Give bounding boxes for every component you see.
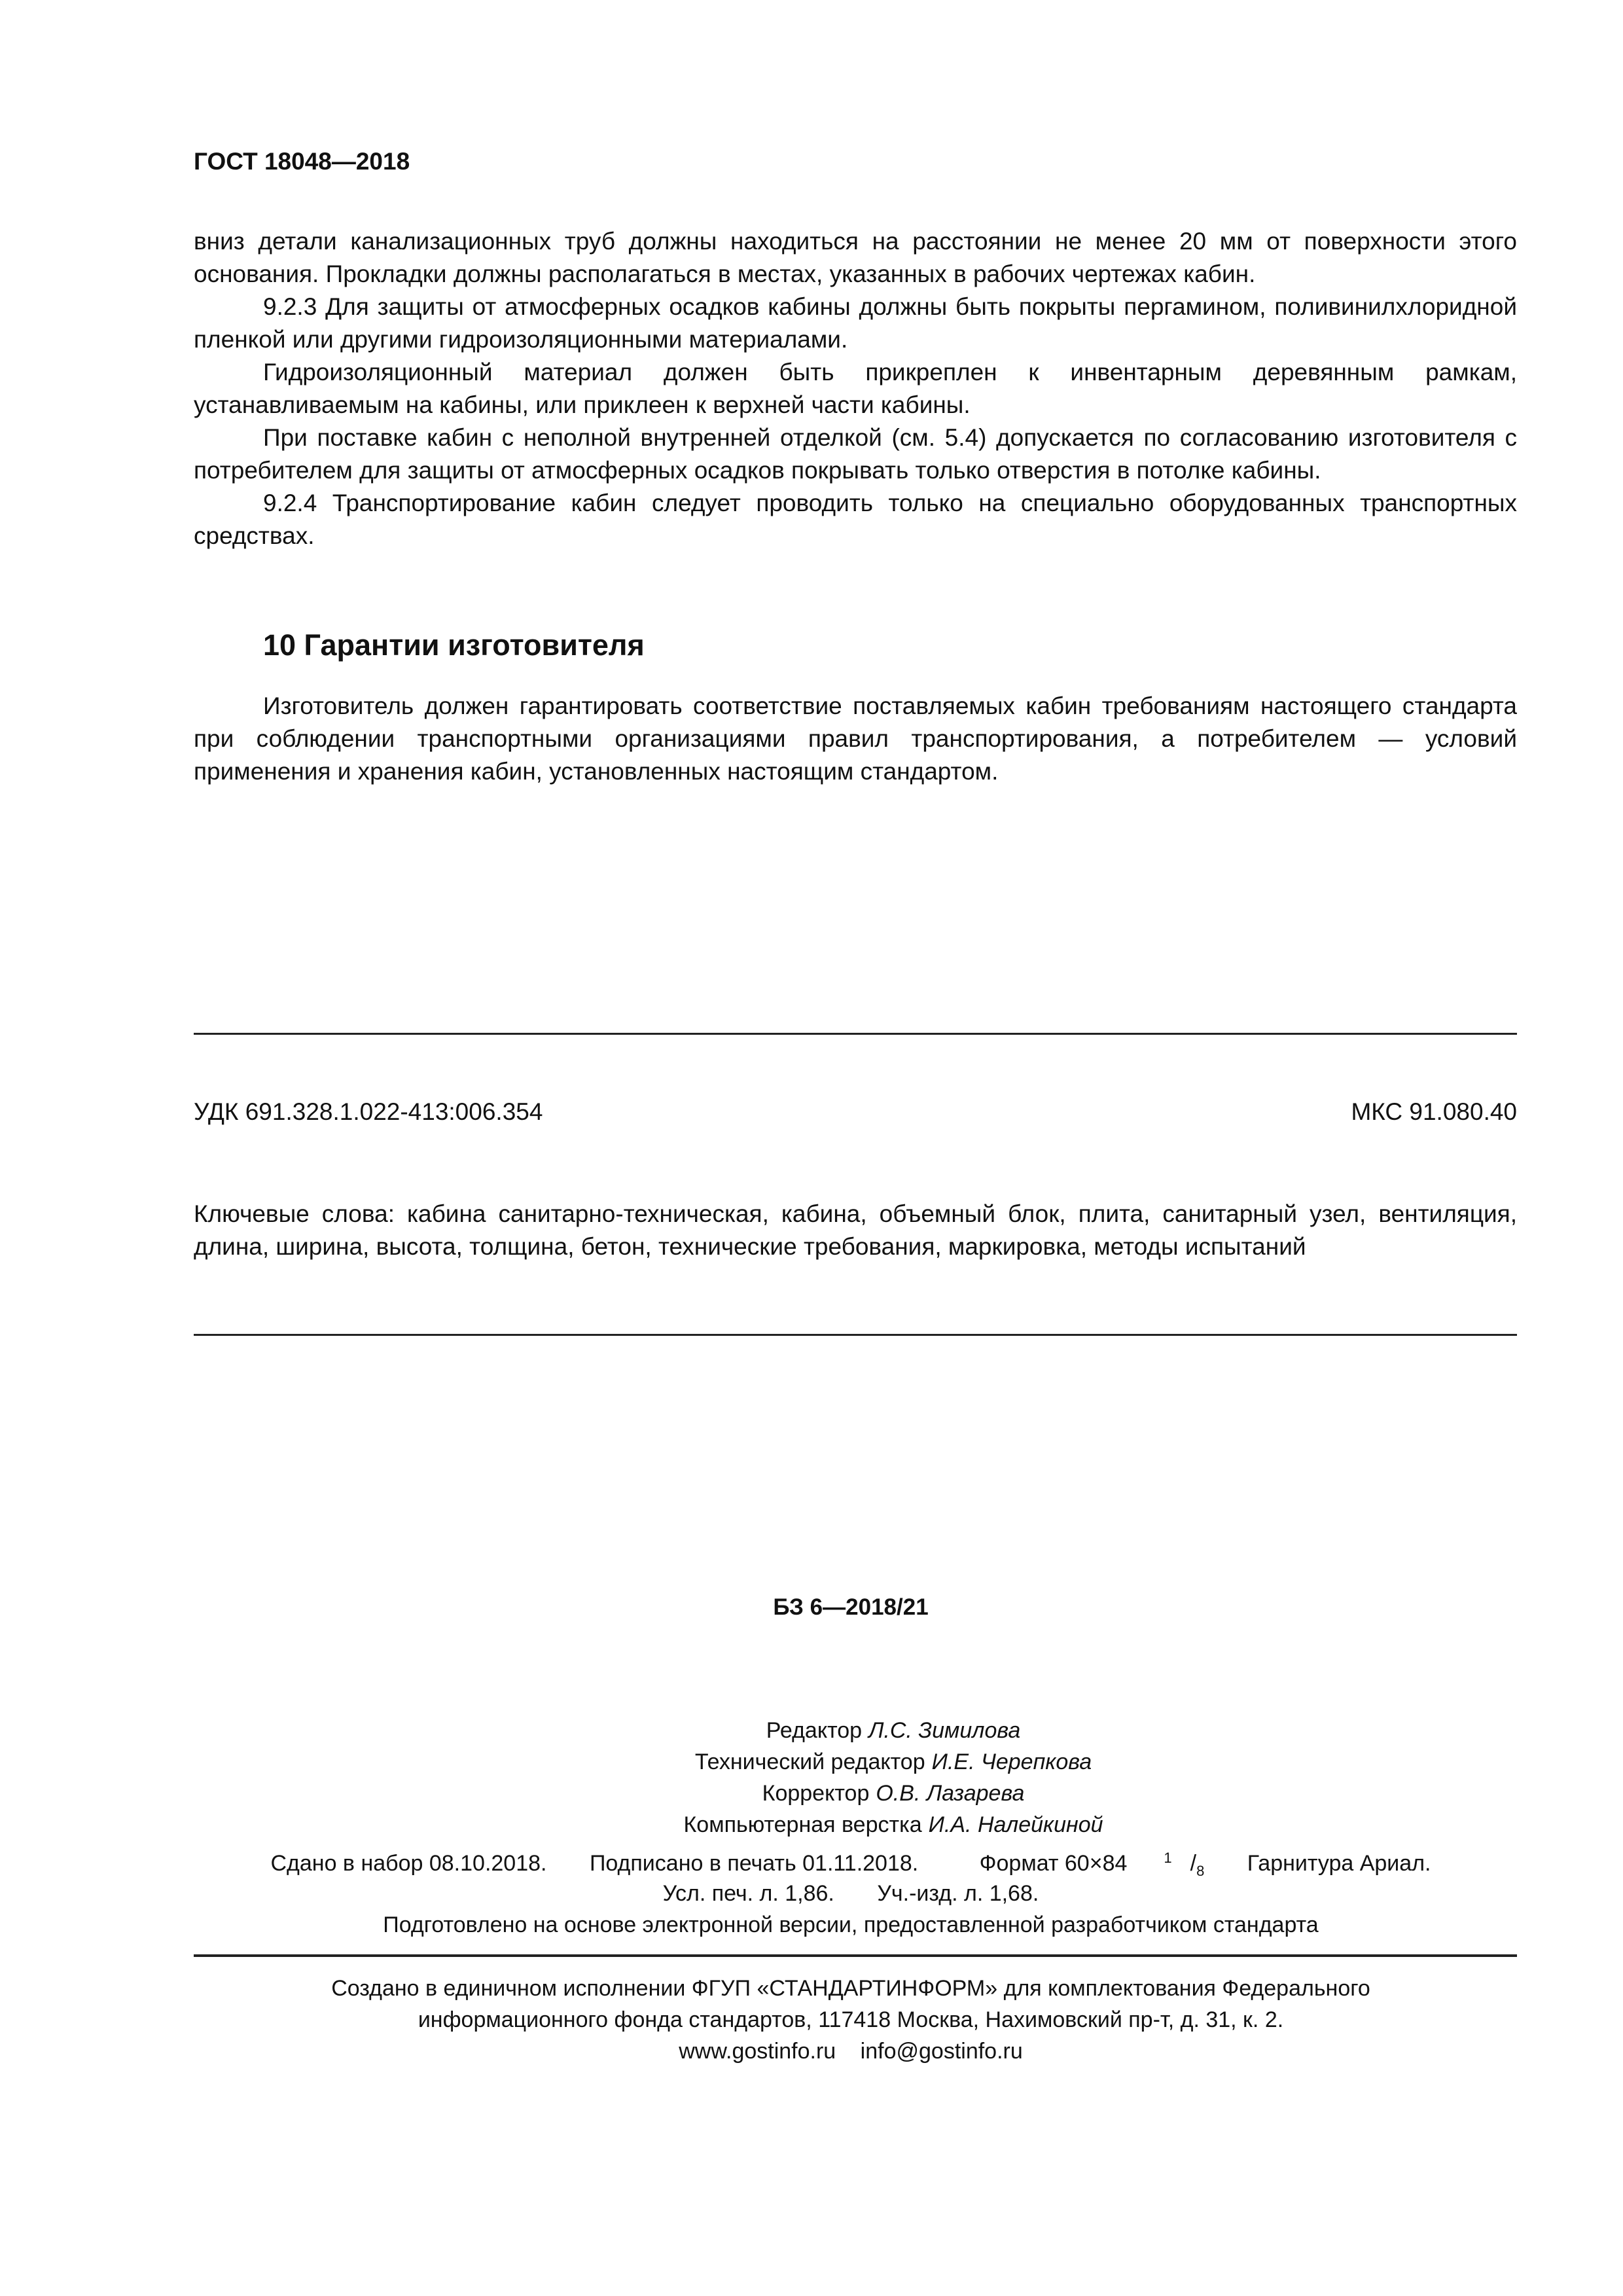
section-title: 10 Гарантии изготовителя [263,628,645,662]
prepared-text: Подготовлено на основе электронной версии, предоставленной разработчиком стандарта [383,1912,1319,1937]
footer-line: информационного фонда стандартов, 117418 Москва, Нахимовский пр-т, д. 31, к. 2. [418,2007,1284,2032]
bz-code: БЗ 6—2018/21 [773,1594,929,1620]
pub-sheets: Уч.-изд. л. 1,68. [877,1881,1039,1906]
divider [194,1954,1517,1957]
divider [194,1334,1517,1336]
paragraph: 9.2.4 Транспортирование кабин следует проводить только на специально оборудованных транспортных средствах. [194,490,1517,549]
classification-row [194,1098,1517,1126]
footer-contacts [0,2036,1623,2067]
sheet-details [0,1881,1623,1907]
prepared-note [0,1912,1623,1938]
paragraph: При поставке кабин с неполной внутренней отделкой (см. 5.4) допускается по согласованию изготовителя с потребителем для защиты от атмосферных осадков покрывать только отверстия в потолке кабины. [194,424,1517,484]
section-body [194,690,1517,788]
keywords [194,1198,1517,1263]
paragraph: Гидроизоляционный материал должен быть прикреплен к инвентарным деревянным рамкам, устанавливаемым на кабины, или приклеен к верхней части кабины. [194,359,1517,418]
layout-name: И.А. Налейкиной [928,1812,1103,1837]
format-sup: 1 [1164,1850,1172,1866]
corrector-name: О.В. Лазарева [876,1781,1025,1806]
layout-line [0,1809,1623,1840]
tech-editor-line [0,1746,1623,1778]
paragraph: Изготовитель должен гарантировать соответствие поставляемых кабин требованиям настоящего стандарта при соблюдении транспортными организациями правил транспортирования, а потребителем — условий применения и хранения кабин, установленных настоящим стандартом. [194,692,1517,785]
email-link[interactable]: info@gostinfo.ru [860,2039,1023,2064]
tech-editor-role: Технический редактор [694,1749,925,1774]
editor-role: Редактор [766,1718,863,1743]
udk-code: УДК 691.328.1.022-413:006.354 [194,1098,543,1125]
print-sheets: Усл. печ. л. 1,86. [662,1881,834,1906]
format-sep: / [1190,1851,1197,1876]
footer-line: Создано в единичном исполнении ФГУП «СТАНДАРТИНФОРМ» для комплектования Федерального [331,1976,1370,2001]
document-header: ГОСТ 18048—2018 [194,148,410,175]
signed-date: Подписано в печать 01.11.2018. [589,1851,919,1876]
corrector-line [0,1778,1623,1809]
tech-editor-name: И.Е. Черепкова [931,1749,1092,1774]
editor-name: Л.С. Зимилова [868,1718,1021,1743]
mks-code: МКС 91.080.40 [1351,1098,1517,1125]
website-link[interactable]: www.gostinfo.ru [679,2039,836,2064]
keywords-text: Ключевые слова: кабина санитарно-техническая, кабина, объемный блок, плита, санитарный узел, вентиляция, длина, ширина, высота, толщина, бетон, технические требования, маркировка, методы испытаний [194,1200,1517,1260]
editor-line [0,1715,1623,1746]
paragraph: вниз детали канализационных труб должны находиться на расстоянии не менее 20 мм от поверхности этого основания. Прокладки должны располагаться в местах, указанных в рабочих чертежах кабин. [194,228,1517,287]
format [961,1850,1205,1880]
layout-role: Компьютерная верстка [683,1812,922,1837]
corrector-role: Корректор [762,1781,870,1806]
font-name: Гарнитура Ариал. [1247,1851,1431,1876]
format-sub: 8 [1196,1863,1205,1880]
paragraph: 9.2.3 Для защиты от атмосферных осадков кабины должны быть покрыты пергамином, поливинилхлоридной пленкой или другими гидроизоляционными материалами. [194,293,1517,353]
submitted-date: Сдано в набор 08.10.2018. [270,1851,547,1876]
footer [0,1973,1623,2067]
divider [194,1033,1517,1035]
body-text [194,225,1517,552]
publication-details [0,1850,1623,1880]
credits-block [0,1715,1623,1840]
format-prefix: Формат 60×84 [979,1851,1128,1876]
